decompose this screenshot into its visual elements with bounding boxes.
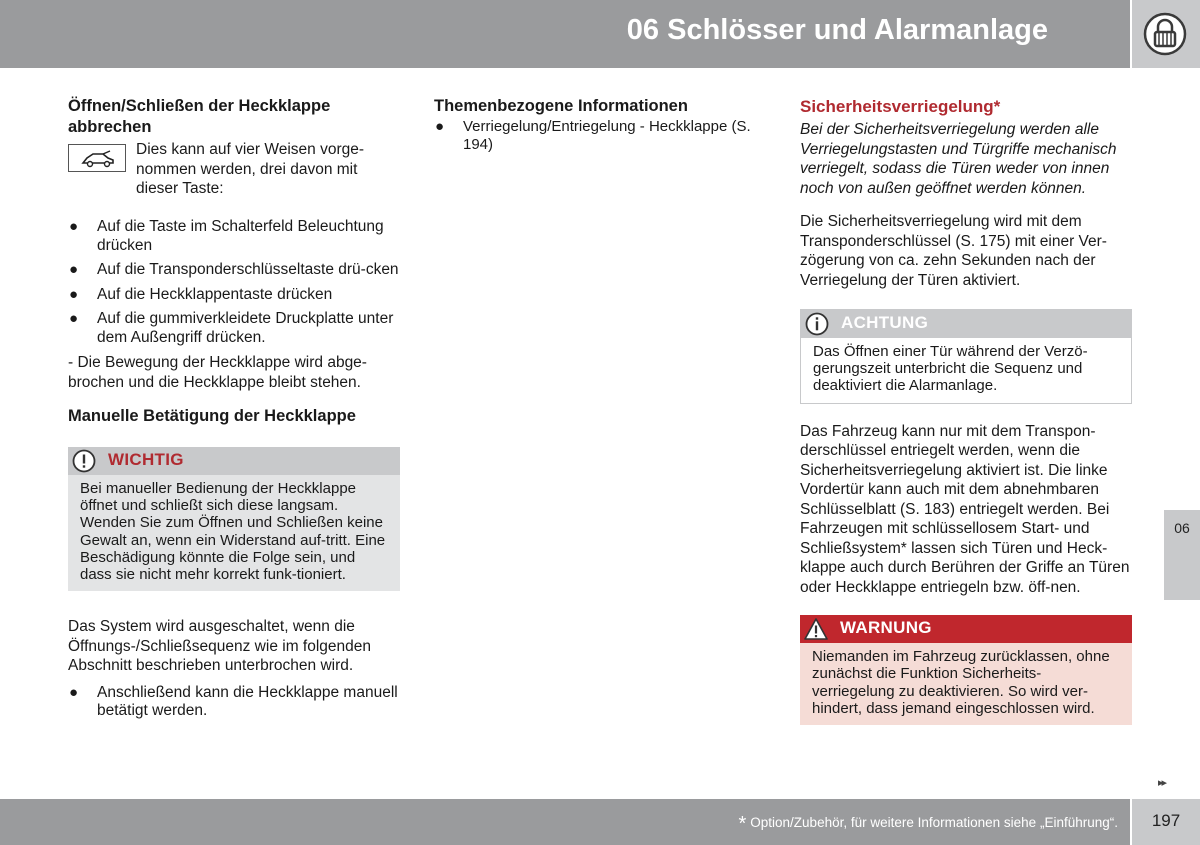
key-text: Dies kann auf vier Weisen vorge-nommen werden, drei davon mit dieser Taste: xyxy=(136,141,365,197)
wichtig-header xyxy=(68,447,400,475)
related-info-list xyxy=(434,118,768,154)
bullet-icon: ● xyxy=(69,261,79,278)
column-2 xyxy=(434,96,768,160)
continue-arrows-icon: ▸▸ xyxy=(1158,777,1166,789)
list-item: ● Auf die gummiverkleidete Druckplatte unter dem Außengriff drücken. xyxy=(69,310,394,346)
abort-methods-list xyxy=(68,218,400,347)
footnote-star: * xyxy=(738,813,747,835)
bullet-icon: ● xyxy=(69,218,79,235)
bullet-icon: ● xyxy=(435,118,445,135)
heading-related-info: Themenbezogene Informationen xyxy=(434,97,688,115)
chapter-icon-box xyxy=(1132,0,1200,68)
page-number-box xyxy=(1132,799,1200,845)
wichtig-label: WICHTIG xyxy=(108,450,184,469)
system-off-paragraph: Das System wird ausgeschaltet, wenn die Öffnungs-/Schließsequenz wie im folgenden Abschnitt beschrieben unterbrochen wird. xyxy=(68,618,371,675)
warnung-label: WARNUNG xyxy=(840,618,932,638)
heading-security-lock: Sicherheitsverriegelung* xyxy=(800,97,1001,116)
list-item: ● Auf die Transponderschlüsseltaste drü-cken xyxy=(69,261,399,278)
key-description xyxy=(68,140,400,200)
heading-manual-operation: Manuelle Betätigung der Heckklappe xyxy=(68,407,356,425)
chapter-side-tab[interactable] xyxy=(1164,510,1200,600)
list-item: ● Auf die Heckklappentaste drücken xyxy=(69,285,333,303)
unlock-paragraph: Das Fahrzeug kann nur mit dem Transpon-derschlüssel entriegelt werden, wenn die Sicherheitsverriegelung aktiviert ist. Die linke Vordertür kann auch mit dem abnehmbaren Schlüsselblatt (S. 183) entriegelt werden. Bei Fahrzeugen mit schlüssellosem Start- und Schließsystem* lassen sich Türen und Heck-klappe auch durch Berühren der Griffe an Türen oder Heckklappe entriegeln bzw. öff-nen. xyxy=(800,422,1130,596)
achtung-label: ACHTUNG xyxy=(841,313,929,332)
page-number: 197 xyxy=(1151,811,1181,830)
padlock-icon xyxy=(1143,12,1187,56)
security-lock-paragraph: Die Sicherheitsverriegelung wird mit dem Transponderschlüssel (S. 175) mit einer Ver-zögerung von ca. zehn Sekunden nach der Verriegelung der Türen aktiviert. xyxy=(800,213,1107,289)
bullet-icon: ● xyxy=(69,285,79,303)
chapter-title: 06 Schlösser und Alarmanlage xyxy=(626,14,1048,46)
warnung-box xyxy=(800,615,1132,725)
achtung-text: Das Öffnen einer Tür während der Verzö-gerungszeit unterbricht die Sequenz und deaktiviert die Alarmanlage. xyxy=(801,338,1131,403)
column-3 xyxy=(800,96,1132,725)
related-link-item[interactable]: ● Verriegelung/Entriegelung - Heckklappe (S. 194) xyxy=(435,118,751,153)
page-header xyxy=(0,0,1130,68)
wichtig-text: Bei manueller Bedienung der Heckklappe öffnet und schließt sich diese langsam. Wenden Sie zum Öffnen und Schließen keine Gewalt an, wenn ein Widerstand auf-tritt. Eine Beschädigung könnte die Folge sein, und dass sie nicht mehr korrekt funk-tioniert. xyxy=(68,475,400,591)
wichtig-box xyxy=(68,447,400,591)
heading-abort-tailgate: Öffnen/Schließen der Heckklappe abbrechen xyxy=(68,97,331,136)
car-tailgate-icon xyxy=(81,150,115,168)
footnote xyxy=(738,813,1118,836)
bullet-icon: ● xyxy=(69,310,79,327)
manual-list xyxy=(68,684,400,721)
info-circle-icon xyxy=(805,312,829,336)
warnung-header xyxy=(800,615,1132,643)
list-item: ● Anschließend kann die Heckklappe manuell betätigt werden. xyxy=(69,683,398,720)
abort-note: - Die Bewegung der Heckklappe wird abge-brochen und die Heckklappe bleibt stehen. xyxy=(68,354,367,391)
bullet-icon: ● xyxy=(69,683,79,701)
footnote-text: Option/Zubehör, für weitere Informationen siehe „Einführung“. xyxy=(750,815,1118,830)
page-footer xyxy=(0,799,1130,845)
warnung-text: Niemanden im Fahrzeug zurücklassen, ohne zunächst die Funktion Sicherheits-verriegelung zu deaktivieren. So wird ver-hindert, dass jemand eingeschlossen wird. xyxy=(800,643,1132,725)
security-lock-intro: Bei der Sicherheitsverriegelung werden alle Verriegelungstasten und Türgriffe mechanisch verriegelt, sodass die Türen weder von innen noch von außen geöffnet werden können. xyxy=(800,121,1117,197)
warning-triangle-icon xyxy=(804,617,828,641)
column-1 xyxy=(68,96,400,727)
achtung-box xyxy=(800,309,1132,404)
list-item: ● Auf die Taste im Schalterfeld Beleuchtung drücken xyxy=(69,218,384,254)
side-tab-label: 06 xyxy=(1174,520,1190,536)
tailgate-key-box xyxy=(68,144,126,172)
exclamation-circle-icon xyxy=(72,449,96,473)
achtung-header xyxy=(801,310,1131,338)
